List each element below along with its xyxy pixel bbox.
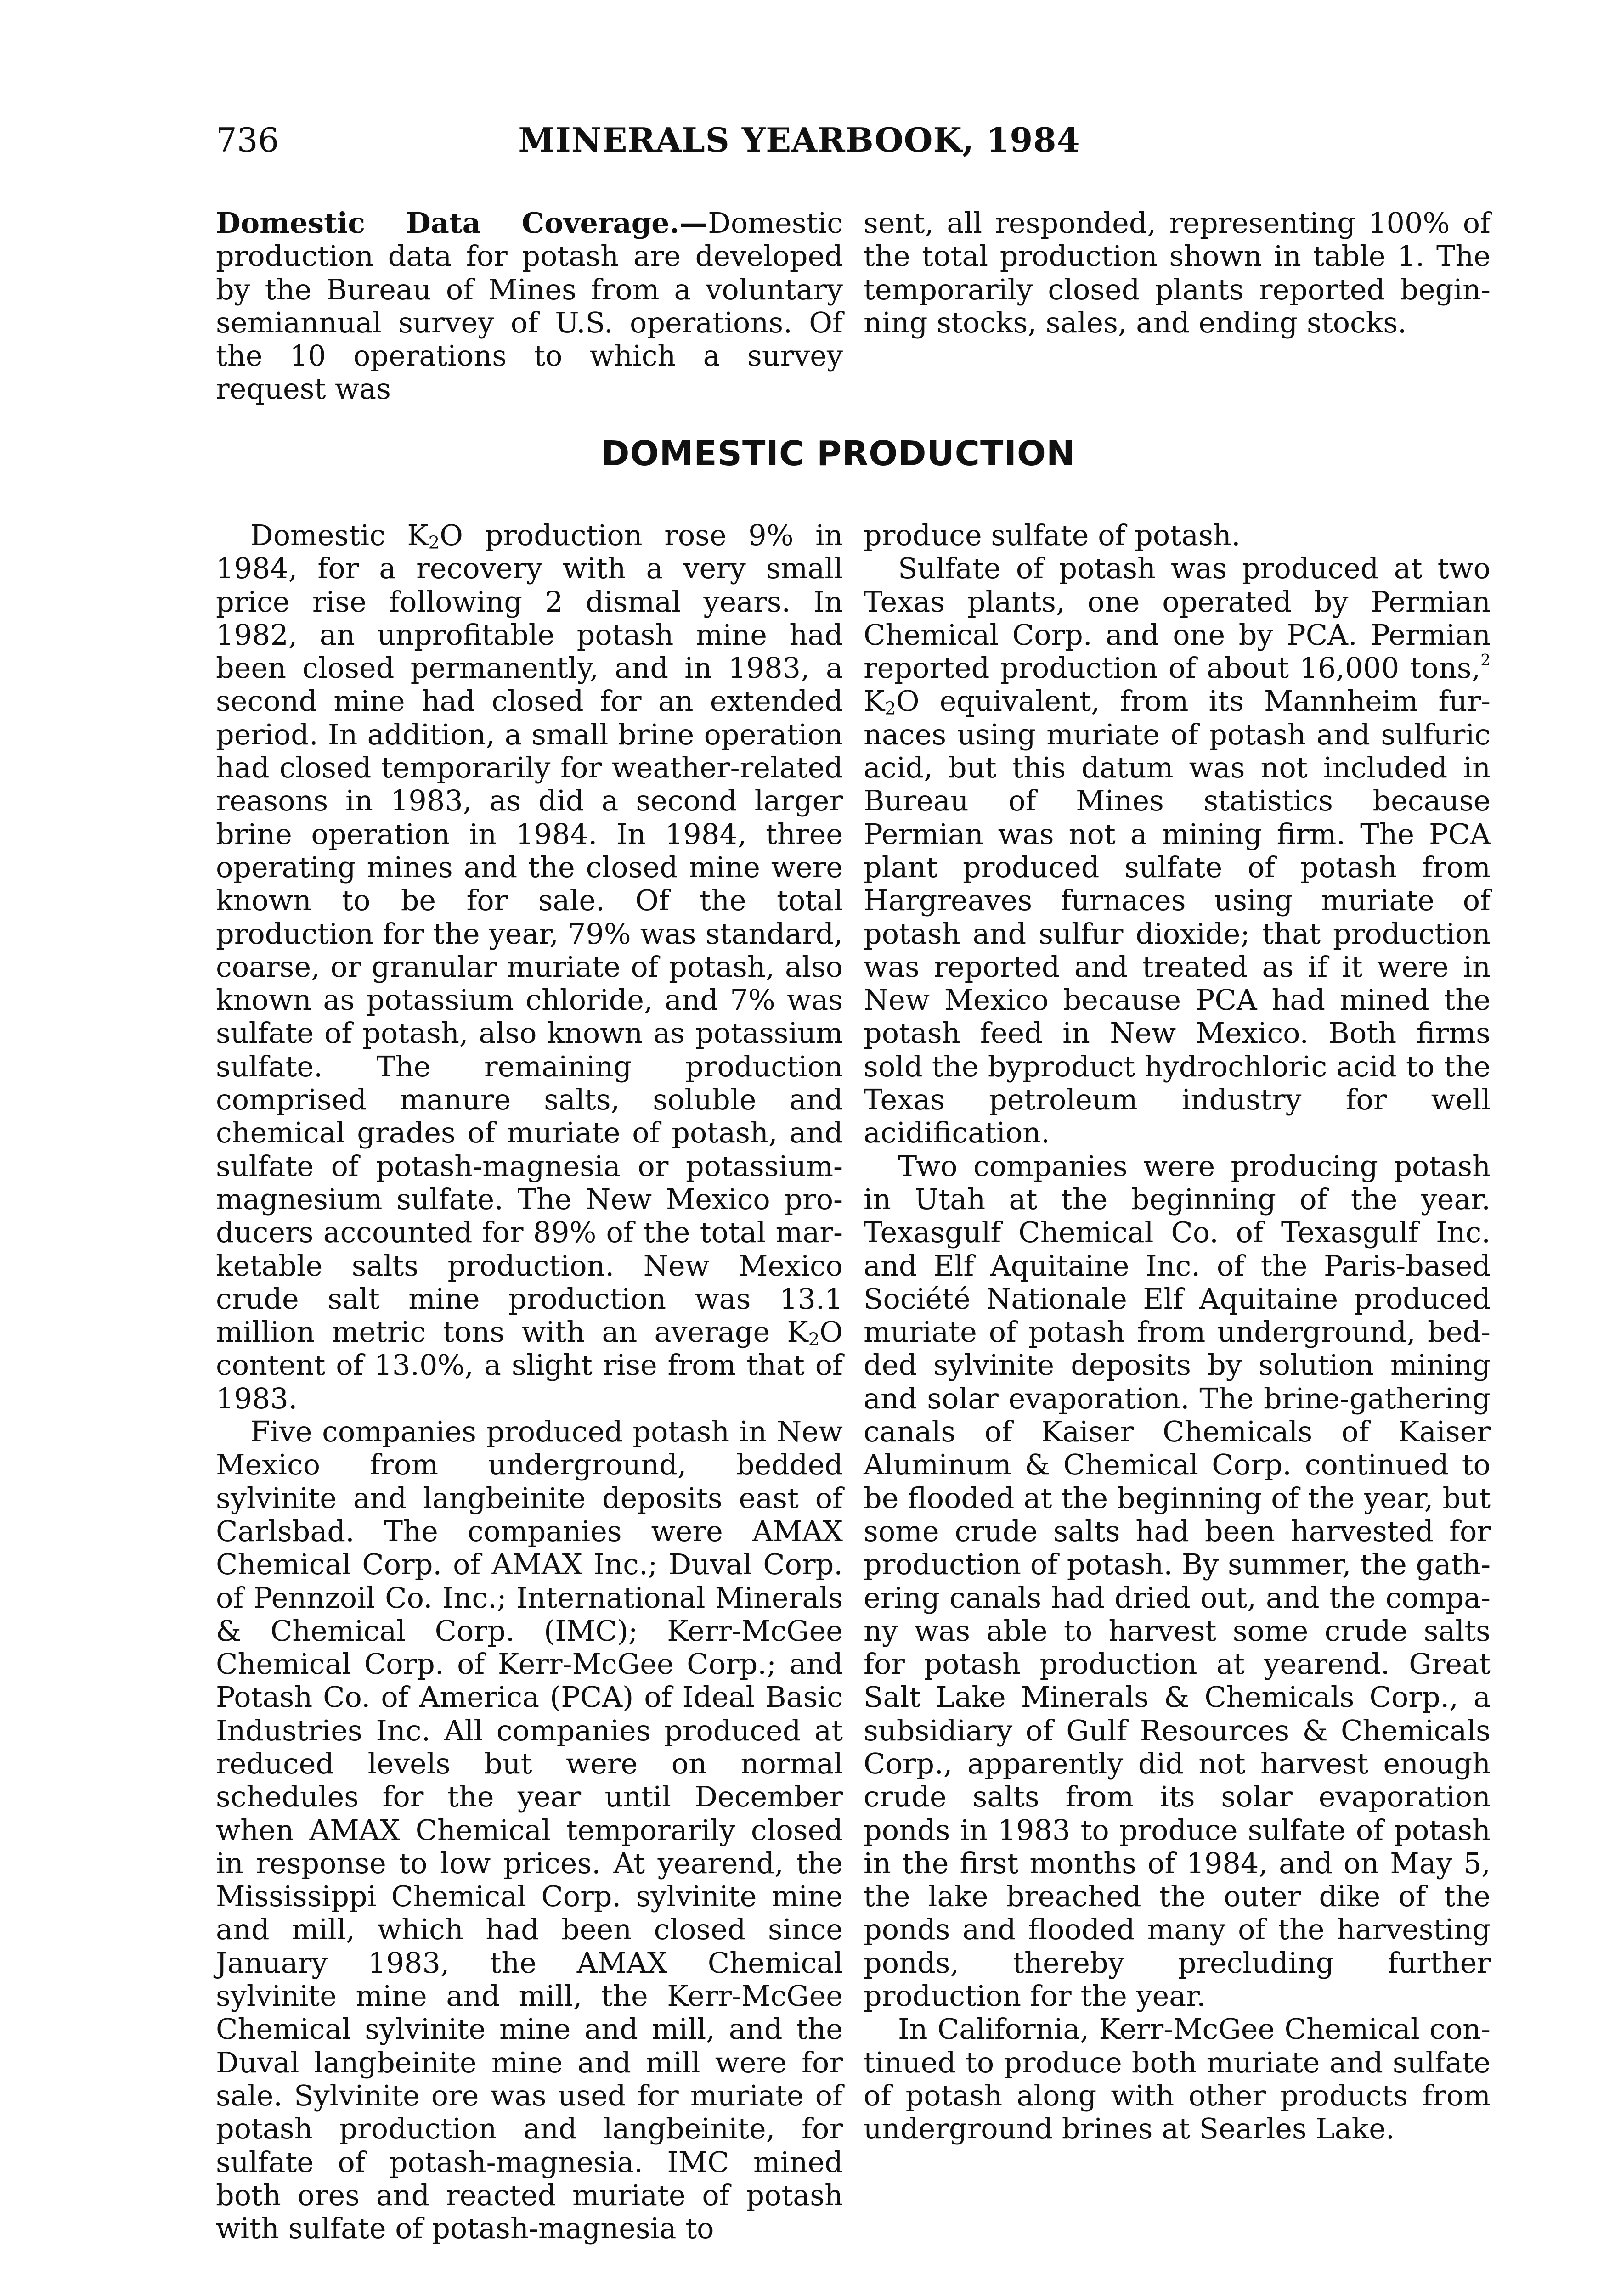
coverage-paragraph (216, 207, 843, 406)
running-title: MINERALS YEARBOOK, 1984 (518, 120, 1080, 159)
paragraph-texas-sulfate (864, 552, 1491, 1149)
subscript: 2 (885, 698, 896, 720)
paragraph-production-overview (216, 519, 843, 1415)
coverage-body-right: sent, all responded, representing 100% of the total production shown in table 1. The temporarily closed plants reported beginning stocks, sales, and ending stocks. (864, 206, 1491, 339)
coverage-text-right (864, 207, 1491, 339)
text-run: Domestic K (250, 518, 429, 552)
section-heading: DOMESTIC PRODUCTION (601, 434, 1075, 473)
main-column-right (864, 519, 1491, 2146)
coverage-lead: Domestic Data Coverage.— (216, 206, 708, 240)
paragraph-california: In California, Kerr-McGee Chemical continued to produce both muriate and sulfate of potash along with other products from underground brines at Searles Lake. (864, 2012, 1491, 2146)
text-run: Sulfate of potash was produced at two Texas plants, one operated by Permian Chemical Corp. and one by PCA. Permian reported production of about 16,000 tons, (864, 551, 1491, 685)
paragraph-new-mexico-companies: Five companies produced potash in New Mexico from underground, bedded sylvinite and langbeinite deposits east of Carlsbad. The companies were AMAX Chemical Corp. of AMAX Inc.; Duval Corp. of Pennzoil Co. Inc.; International Minerals & Chemical Corp. (IMC); Kerr-McGee Chemical Corp. of Kerr-McGee Corp.; and Potash Co. of America (PCA) of Ideal Basic Industries Inc. All companies produced at reduced levels but were on normal schedules for the year until December when AMAX Chemical temporarily closed in response to low prices. At yearend, the Mississippi Chemical Corp. sylvinite mine and mill, which had been closed since January 1983, the AMAX Chemical sylvinite mine and mill, the Kerr-McGee Chemical sylvinite mine and mill, and the Duval langbeinite mine and mill were for sale. Sylvinite ore was used for muriate of potash production and langbeinite, for sulfate of potash-magnesia. IMC mined both ores and reacted muriate of potash with sulfate of potash-magnesia to (216, 1415, 843, 2245)
page-header (216, 117, 1383, 163)
page-number: 736 (216, 121, 279, 159)
text-run: O content of 13.0%, a slight rise from that of 1983. (216, 1315, 843, 1415)
text-run: O production rose 9% in 1984, for a recovery with a very small price rise following 2 dismal years. In 1982, an unprofitable potash mine had been closed permanently, and in 1983, a second mine had closed for an extended period. In addition, a small brine operation had closed temporarily for weather-related reasons in 1983, as did a second larger brine operation in 1984. In 1984, three operating mines and the closed mine were known to be for sale. Of the total production for the year, 79% was standard, coarse, or granular muriate of potash, also known as potassium chloride, and 7% was sulfate of potash, also known as potassium sulfate. The remaining production comprised manure salts, soluble and chemical grades of muriate of potash, and sulfate of potash-magnesia or potassium-magnesium sulfate. The New Mexico producers accounted for 89% of the total marketable salts production. New Mexico crude salt mine production was 13.1 million metric tons with an average K (216, 518, 843, 1349)
footnote-marker: 2 (1480, 651, 1491, 670)
text-run: O equivalent, from its Mannheim furnaces using muriate of potash and sulfuric acid, but this datum was not included in Bureau of Mines statistics because Permian was not a mining firm. The PCA plant produced sulfate of potash from Hargreaves furnaces using muriate of potash and sulfur dioxide; that production was reported and treated as if it were in New Mexico because PCA had mined the potash feed in New Mexico. Both firms sold the byproduct hydrochloric acid to the Texas petroleum industry for well acidification. (864, 684, 1491, 1150)
main-column-left (216, 519, 843, 2245)
text-run: K (864, 684, 885, 718)
paragraph-utah-producers: Two companies were producing potash in Utah at the beginning of the year. Texasgulf Chemical Co. of Texasgulf Inc. and Elf Aquitaine Inc. of the Paris-based Société Nationale Elf Aquitaine produced muriate of potash from underground, bedded sylvinite deposits by solution mining and solar evaporation. The brine-gathering canals of Kaiser Chemicals of Kaiser Aluminum & Chemical Corp. continued to be flooded at the beginning of the year, but some crude salts had been harvested for production of potash. By summer, the gathering canals had dried out, and the company was able to harvest some crude salts for potash production at yearend. Great Salt Lake Minerals & Chemicals Corp., a subsidiary of Gulf Resources & Chemicals Corp., apparently did not harvest enough crude salts from its solar evaporation ponds in 1983 to produce sulfate of potash in the first months of 1984, and on May 5, the lake breached the outer dike of the ponds and flooded many of the harvesting ponds, thereby precluding further production for the year. (864, 1149, 1491, 2013)
subscript: 2 (428, 532, 440, 553)
paragraph-continuation: produce sulfate of potash. (864, 518, 1241, 552)
coverage-body-left: Domestic production data for potash are developed by the Bureau of Mines from a voluntary semiannual survey of U.S. operations. Of the 10 operations to which a survey request was (216, 206, 843, 406)
subscript: 2 (808, 1329, 820, 1350)
coverage-text-left (216, 207, 843, 406)
